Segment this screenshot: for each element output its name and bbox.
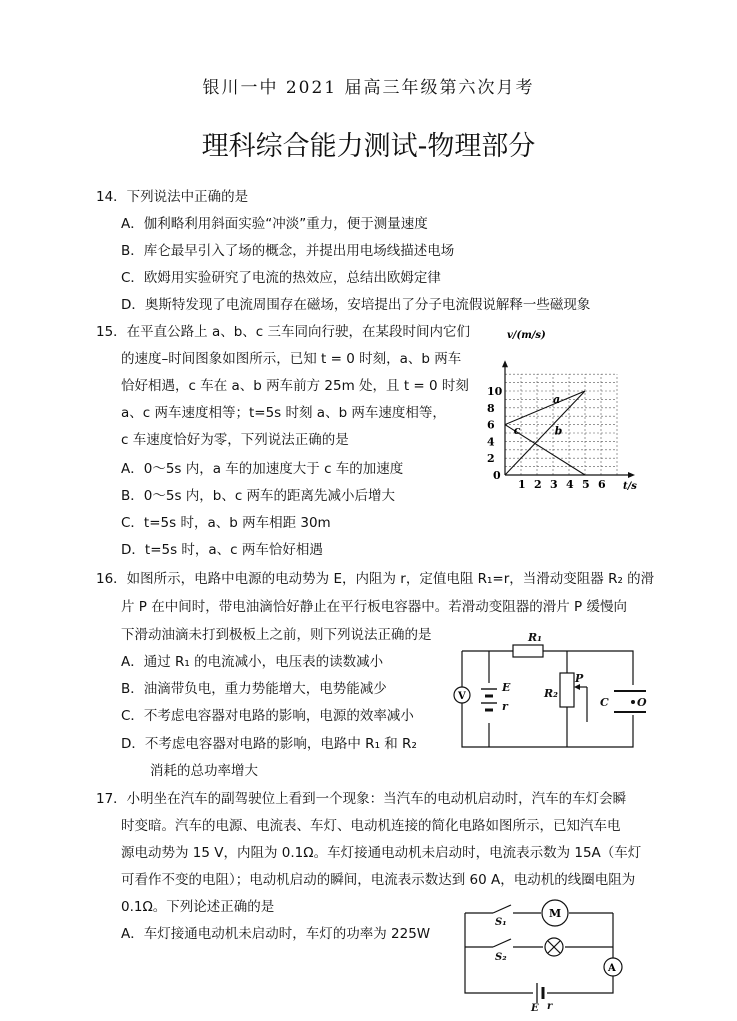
svg-text:V: V (458, 691, 466, 702)
x-tick-label: 4 (566, 478, 574, 491)
label-e: E (531, 1003, 539, 1013)
x-tick-label: 6 (598, 478, 606, 491)
label-r: r (547, 1001, 553, 1012)
q16-option-d-cont: 消耗的总功率增大 (150, 763, 258, 779)
oil-drop-icon (631, 700, 635, 704)
q15-option-b: B．0～5s 内，b、c 两车的距离先减小后增大 (121, 488, 396, 504)
chart-xlabel: t/s (623, 481, 637, 491)
svg-text:M: M (549, 907, 562, 920)
ammeter-icon (604, 958, 622, 976)
q16-option-d: D．不考虑电容器对电路的影响，电路中 R₁ 和 R₂ (121, 736, 417, 752)
series-label-c: c (513, 423, 521, 437)
label-r1: R₁ (528, 631, 542, 644)
q15-line: c 车速度恰好为零，下列说法正确的是 (121, 432, 349, 448)
q17-line: 可看作不变的电阻）；电动机启动的瞬间，电流表示数达到 60 A，电动机的线圈电阻为 (121, 872, 636, 888)
label-p: P (575, 672, 584, 685)
chart-origin-label: 0 (493, 469, 501, 482)
x-tick-label: 1 (518, 478, 526, 491)
q15-option-a: A．0～5s 内，a 车的加速度大于 c 车的加速度 (121, 461, 404, 477)
x-tick-label: 3 (550, 478, 558, 491)
q15-line: 的速度–时间图象如图所示，已知 t = 0 时刻，a、b 两车 (121, 351, 462, 367)
q15-option-d: D．t=5s 时，a、c 两车恰好相遇 (121, 542, 323, 558)
q14-option-b: B．库仑最早引入了场的概念，并提出用电场线描述电场 (121, 243, 455, 259)
school-header: 银川一中 2021 届高三年级第六次月考 (202, 78, 535, 98)
y-tick-label: 2 (487, 452, 495, 466)
label-r: r (502, 700, 508, 713)
resistor-r1-icon (513, 645, 543, 657)
q14-option-c: C．欧姆用实验研究了电流的热效应，总结出欧姆定律 (121, 270, 441, 286)
label-r2: R₂ (544, 687, 558, 700)
q16-option-a: A．通过 R₁ 的电流减小，电压表的读数减小 (121, 654, 384, 670)
q17-line: 17．小明坐在汽车的副驾驶位上看到一个现象：当汽车的电动机启动时，汽车的车灯会瞬 (96, 791, 627, 807)
chart-ylabel: v/(m/s) (507, 330, 546, 341)
q17-circuit-diagram (455, 895, 635, 1013)
q17-line: 0.1Ω。下列论述正确的是 (121, 899, 275, 915)
q15-option-c: C．t=5s 时，a、b 两车相距 30m (121, 515, 331, 531)
q16-line: 下滑动油滴未打到极板上之前，则下列说法正确的是 (121, 627, 432, 643)
voltmeter-icon (454, 687, 470, 703)
q16-line: 片 P 在中间时，带电油滴恰好静止在平行板电容器中。若滑动变阻器的滑片 P 缓慢向 (121, 599, 627, 615)
vt-chart (480, 326, 670, 491)
q15-line: 恰好相遇，c 车在 a、b 两车前方 25m 处，且 t = 0 时刻 (121, 378, 469, 394)
q16-option-b: B．油滴带负电，重力势能增大，电势能减少 (121, 681, 387, 697)
page-title: 理科综合能力测试-物理部分 (201, 131, 536, 162)
y-tick-label: 6 (487, 418, 495, 432)
rheostat-r2-icon (560, 673, 574, 707)
q14-option-a: A．伽利略利用斜面实验“冲淡”重力，便于测量速度 (121, 216, 428, 232)
y-tick-label: 8 (487, 401, 495, 415)
label-c: C (600, 696, 609, 709)
label-s2: S₂ (495, 952, 507, 963)
q16-line: 16．如图所示，电路中电源的电动势为 E，内阻为 r，定值电阻 R₁=r，当滑动变阻器 R₂ 的滑 (96, 571, 655, 587)
chart-axes (502, 360, 635, 478)
svg-text:A: A (608, 963, 616, 974)
x-tick-label: 2 (534, 478, 542, 491)
label-s1: S₁ (495, 917, 507, 928)
x-tick-label: 5 (582, 478, 590, 491)
lamp-icon (545, 938, 563, 956)
motor-icon (542, 900, 568, 926)
q14-stem: 14．下列说法中正确的是 (96, 189, 249, 205)
y-tick-label: 4 (487, 435, 495, 449)
q17-line: 源电动势为 15 V，内阻为 0.1Ω。车灯接通电动机未启动时，电流表示数为 15A（车灯 (121, 845, 642, 861)
q17-option-a: A．车灯接通电动机未启动时，车灯的功率为 225W (121, 926, 431, 942)
x-axis-arrow-icon (628, 472, 635, 478)
y-axis-arrow-icon (502, 360, 508, 367)
q17-line: 时变暗。汽车的电源、电流表、车灯、电动机连接的简化电路如图所示，已知汽车电 (121, 818, 621, 834)
label-o: O (637, 696, 647, 709)
series-label-a: a (553, 392, 561, 406)
q15-line: 15．在平直公路上 a、b、c 三车同向行驶，在某段时间内它们 (96, 324, 471, 340)
y-tick-label: 10 (487, 385, 503, 398)
battery-icon (537, 983, 543, 1003)
battery-icon (478, 683, 502, 723)
series-label-b: b (554, 424, 563, 438)
q15-line: a、c 两车速度相等；t=5s 时刻 a、b 两车速度相等， (121, 405, 446, 421)
label-e: E (502, 681, 511, 694)
q16-circuit-diagram (440, 625, 650, 755)
q14-option-d: D．奥斯特发现了电流周围存在磁场，安培提出了分子电流假说解释一些磁现象 (121, 297, 591, 313)
q16-option-c: C．不考虑电容器对电路的影响，电源的效率减小 (121, 708, 414, 724)
